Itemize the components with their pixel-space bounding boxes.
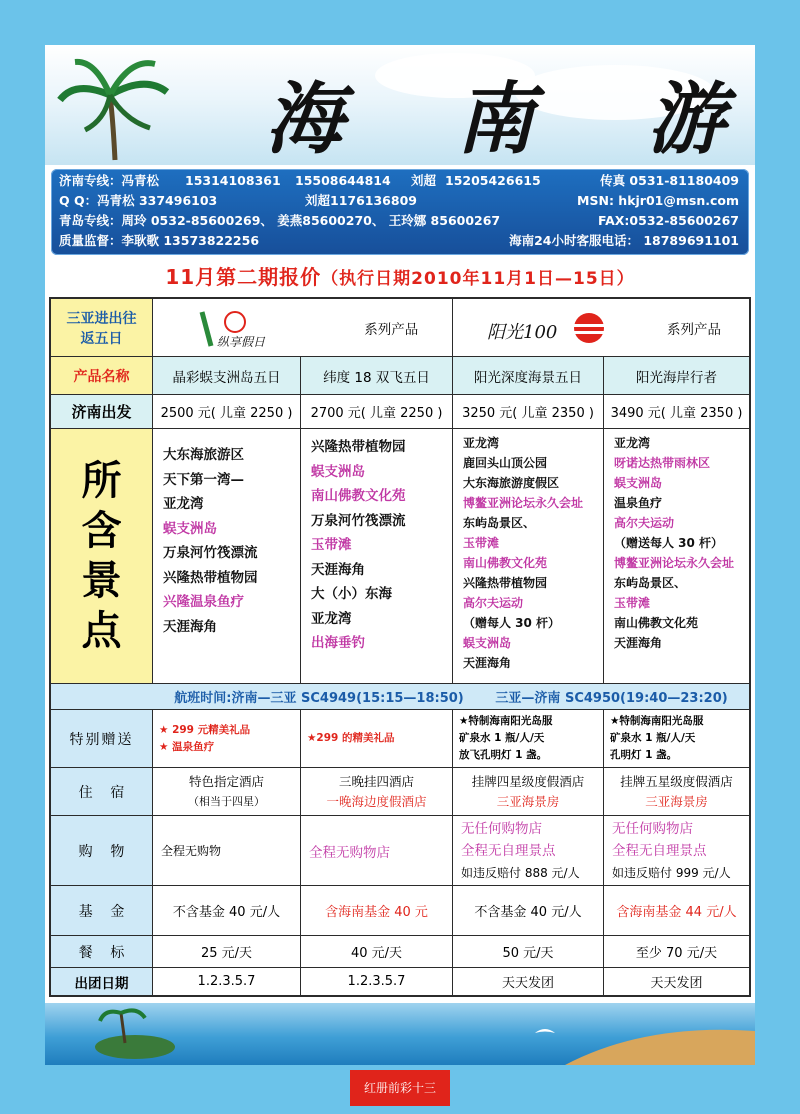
price: 2700 元( 儿童 2250 ) [301, 395, 453, 428]
stay-line: （相当于四星） [188, 794, 265, 808]
attraction-item: 南山佛教文化苑 [463, 556, 548, 570]
price: 3490 元( 儿童 2350 ) [610, 406, 743, 421]
attractions-label-char: 点 [81, 608, 122, 654]
attraction-item: 呀诺达热带雨林区 [614, 456, 711, 470]
stay-line: 特色指定酒店 [188, 773, 264, 789]
departure-date-row [51, 968, 749, 995]
shop-label: 购 物 [51, 816, 153, 885]
page-title [265, 63, 735, 163]
attraction-item: 万泉河竹筏漂流 [163, 545, 258, 561]
period-main: 11月第二期报价 [165, 265, 322, 289]
product-name: 阳光深度海景五日 [453, 357, 604, 394]
gift-item: 矿泉水 1 瓶/人/天 [459, 732, 545, 744]
attractions-label-char: 所 [81, 458, 122, 504]
shop-info [453, 816, 604, 885]
gift-row [51, 710, 749, 768]
attraction-item: 高尔夫运动 [614, 516, 675, 530]
meal-info: 至少 70 元/天 [635, 946, 718, 961]
attraction-item: 高尔夫运动 [463, 596, 524, 610]
date-info: 天天发团 [453, 968, 604, 995]
fund-label: 基 金 [51, 886, 153, 935]
stay-info [453, 768, 604, 815]
jinan-phone: 15314108361 [185, 173, 281, 188]
stay-info [301, 768, 453, 815]
flight-row [51, 684, 749, 710]
attraction-item: 兴隆温泉鱼疗 [163, 594, 244, 610]
attraction-item: 兴隆热带植物园 [463, 576, 548, 590]
attraction-item: 南山佛教文化苑 [311, 488, 406, 504]
stay-line: 挂牌四星级度假酒店 [471, 773, 585, 789]
accommodation-row [51, 768, 749, 816]
stay-line: 三亚海景房 [496, 793, 560, 809]
title-char: 游 [646, 74, 735, 165]
attraction-item: 天涯海角 [163, 618, 217, 635]
hotline-contact: 海南24小时客服电话： 18789691101 [509, 233, 739, 248]
attraction-item: 玉带滩 [463, 536, 500, 550]
attractions-label-char: 景 [81, 558, 122, 604]
fund-info: 含海南基金 40 元 [301, 886, 453, 935]
jinan-phone: 15205426615 [445, 173, 541, 188]
attraction-item: 亚龙湾 [614, 436, 651, 450]
fax-number: 传真 0531-81180409 [600, 173, 739, 188]
shop-info: 全程无购物店 [301, 816, 453, 885]
page-badge: 红册前彩十三 [350, 1070, 450, 1106]
attraction-item: 博鳌亚洲论坛永久会址 [614, 556, 735, 570]
attraction-item: 亚龙湾 [463, 436, 500, 450]
product-name: 阳光海岸行者 [604, 357, 749, 394]
fund-info: 不含基金 40 元/人 [153, 886, 301, 935]
attraction-item: 天涯海角 [463, 656, 512, 670]
gift-item: 孔明灯 1 盏。 [610, 749, 678, 761]
meal-info: 50 元/天 [453, 936, 604, 967]
price-period-heading [45, 261, 755, 293]
shop-line: 无任何购物店 [612, 820, 693, 837]
attraction-item: 博鳌亚洲论坛永久会址 [463, 496, 584, 510]
svg-text:纵享假日: 纵享假日 [216, 334, 265, 349]
jinan-name: 刘超 [411, 173, 437, 188]
attraction-item: 东屿岛景区、 [463, 516, 536, 530]
fund-row [51, 886, 749, 936]
attraction-item: 南山佛教文化苑 [614, 616, 699, 630]
product-name-row [51, 357, 749, 395]
stay-line: 一晚海边度假酒店 [326, 793, 427, 809]
supervisor-contact: 质量监督：李耿歌 13573822256 [59, 233, 260, 248]
gift-item: 矿泉水 1 瓶/人/天 [610, 732, 696, 744]
date-info: 1.2.3.5.7 [153, 968, 301, 995]
shop-info: 全程无购物 [153, 816, 301, 885]
contact-panel [51, 169, 749, 255]
attraction-item: 天下第一湾— [163, 471, 244, 488]
gift-item: ★ 299 元精美礼品 [159, 723, 251, 736]
meal-info: 25 元/天 [153, 936, 301, 967]
gift-label: 特别赠送 [51, 710, 153, 767]
msn-contact: MSN: hkjr01@msn.com [577, 193, 739, 208]
gift-item: ★特制海南阳光岛服 [610, 715, 704, 727]
series-a [153, 299, 453, 356]
series-b-label: 系列产品 [667, 321, 721, 338]
attraction-item: 大东海旅游度假区 [463, 476, 560, 490]
price: 3250 元( 儿童 2350 ) [453, 395, 604, 428]
shop-line: 全程无自理景点 [461, 842, 556, 859]
gift-list [453, 710, 604, 767]
shop-line: 无任何购物店 [461, 820, 542, 837]
fund-info: 含海南基金 44 元/人 [616, 905, 737, 920]
attraction-item: （赠每人 30 杆） [463, 616, 561, 630]
price-table [49, 297, 751, 997]
meal-label: 餐 标 [51, 936, 153, 967]
qingdao-contact: 青岛专线：周玲 0532-85600269、 姜燕85600270、 王玲娜 85600267 [59, 213, 501, 228]
series-label: 三亚进出往返五日 [51, 299, 153, 356]
attraction-item: 出海垂钓 [311, 635, 365, 651]
departure-price-row [51, 395, 749, 429]
attractions-list [604, 429, 749, 683]
attraction-item: 温泉鱼疗 [614, 496, 663, 510]
attraction-item: 兴隆热带植物园 [311, 439, 406, 455]
attraction-item: 蜈支洲岛 [163, 520, 217, 537]
gift-item: ★特制海南阳光岛服 [459, 715, 553, 727]
qq-contact-2: 刘超1176136809 [305, 193, 417, 208]
svg-text:阳光100: 阳光100 [487, 321, 558, 343]
meal-row [51, 936, 749, 968]
attraction-item: 玉带滩 [311, 537, 352, 553]
price: 2500 元( 儿童 2250 ) [153, 395, 301, 428]
product-name: 晶彩蜈支洲岛五日 [153, 357, 301, 394]
product-name: 纬度 18 双飞五日 [301, 357, 453, 394]
stay-info [604, 768, 749, 815]
holiday-logo-image [187, 306, 297, 350]
attraction-item: 天涯海角 [614, 636, 663, 650]
series-a-label: 系列产品 [364, 321, 419, 338]
stay-info [153, 768, 301, 815]
stay-label: 住 宿 [51, 768, 153, 815]
attraction-item: 天涯海角 [311, 561, 365, 578]
stay-line: 三晚挂四酒店 [338, 773, 414, 789]
stay-line: 挂牌五星级度假酒店 [620, 773, 733, 789]
attractions-row [51, 429, 749, 684]
jinan-contact-label: 济南专线：冯青松 [59, 173, 160, 188]
gift-item: ★ 温泉鱼疗 [159, 740, 215, 753]
sunshine-logo-image [481, 306, 611, 350]
attraction-item: 玉带滩 [614, 596, 651, 610]
palm-tree-image [55, 50, 175, 165]
shopping-row [51, 816, 749, 886]
attractions-list [453, 429, 604, 683]
attraction-item: 亚龙湾 [163, 496, 204, 512]
gift-list [153, 710, 301, 767]
gift-item: 放飞孔明灯 1 盏。 [459, 749, 548, 761]
jinan-phone: 15508644814 [295, 173, 391, 188]
attraction-item: 蜈支洲岛 [463, 636, 512, 650]
shop-info [604, 816, 749, 885]
flight-info: 航班时间:济南—三亚 SC4949(15:15—18:50) 三亚—济南 SC4950(19:40—23:20) [174, 691, 728, 706]
date-info: 1.2.3.5.7 [301, 968, 453, 995]
shop-line: 如违反赔付 888 元/人 [461, 865, 580, 880]
title-char: 南 [455, 74, 544, 165]
qq-contact: Q Q：冯青松 337496103 [59, 193, 218, 208]
gift-list [301, 710, 453, 767]
attractions-label [51, 429, 153, 683]
attraction-item: 亚龙湾 [311, 610, 352, 627]
island-illustration [45, 1003, 755, 1065]
series-row [51, 299, 749, 357]
attraction-item: 万泉河竹筏漂流 [311, 512, 406, 529]
attraction-item: 蜈支洲岛 [311, 463, 365, 480]
attraction-item: 大（小）东海 [311, 586, 392, 602]
meal-info: 40 元/天 [301, 936, 453, 967]
brochure-sheet [45, 45, 755, 1065]
attraction-item: 鹿回头山顶公园 [463, 456, 548, 470]
gift-item: ★299 的精美礼品 [307, 732, 395, 744]
shop-line: 如违反赔付 999 元/人 [612, 865, 731, 880]
header-banner [45, 45, 755, 165]
date-label: 出团日期 [51, 968, 153, 995]
attractions-list [301, 429, 453, 683]
beach-scene-image [45, 1003, 755, 1065]
product-name-label: 产品名称 [51, 357, 153, 394]
depart-label: 济南出发 [51, 395, 153, 428]
shop-line: 全程无自理景点 [612, 842, 707, 859]
gift-list [604, 710, 749, 767]
attraction-item: 蜈支洲岛 [614, 476, 663, 490]
fund-info: 不含基金 40 元/人 [453, 886, 604, 935]
attraction-item: 兴隆热带植物园 [163, 569, 258, 586]
attraction-item: 大东海旅游区 [163, 447, 244, 463]
period-exec-date: （执行日期2010年11月1日—15日） [321, 269, 635, 289]
series-b [453, 299, 749, 356]
qingdao-fax: FAX:0532-85600267 [598, 213, 739, 228]
title-char: 海 [265, 74, 354, 165]
attraction-item: 东屿岛景区、 [614, 576, 687, 590]
attractions-label-char: 含 [81, 508, 122, 554]
attractions-list [153, 429, 301, 683]
attraction-item: （赠送每人 30 杆） [614, 536, 724, 550]
stay-line: 三亚海景房 [645, 793, 708, 809]
date-info: 天天发团 [650, 976, 703, 991]
